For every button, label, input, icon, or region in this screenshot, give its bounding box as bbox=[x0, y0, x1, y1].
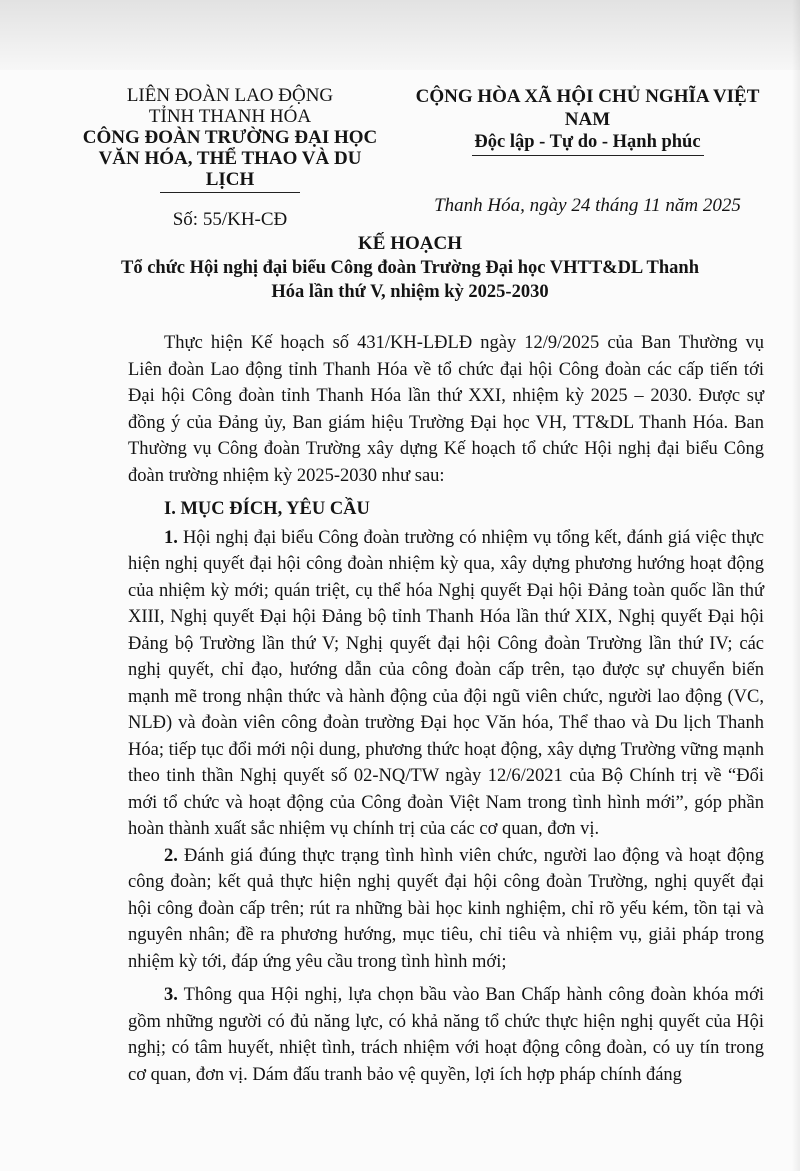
document-subject-line: Hóa lần thứ V, nhiệm kỳ 2025-2030 bbox=[271, 282, 549, 302]
numbered-paragraph bbox=[128, 982, 764, 1088]
organization-name-line: VĂN HÓA, THỂ THAO VÀ DU LỊCH bbox=[98, 148, 362, 190]
document-number: Số: 55/KH-CĐ bbox=[172, 209, 288, 230]
organization-name-line: CÔNG ĐOÀN TRƯỜNG ĐẠI HỌC bbox=[82, 127, 378, 148]
national-motto: Độc lập - Tự do - Hạnh phúc bbox=[474, 132, 701, 152]
item-number: 2. bbox=[164, 845, 178, 866]
national-header-block bbox=[395, 85, 780, 217]
document-subject-line: Tổ chức Hội nghị đại biểu Công đoàn Trường Đại học VHTT&DL Thanh bbox=[120, 258, 700, 278]
document-title-block bbox=[100, 232, 720, 304]
place-and-date: Thanh Hóa, ngày 24 tháng 11 năm 2025 bbox=[434, 195, 741, 216]
numbered-paragraph bbox=[128, 843, 764, 976]
item-number: 1. bbox=[164, 527, 178, 548]
item-text: Hội nghị đại biểu Công đoàn trường có nhiệm vụ tổng kết, đánh giá việc thực hiện nghị quyết đại hội công đoàn nhiệm kỳ qua, xây dựng phương hướng hoạt động của nhiệm kỳ mới; quán triệt, cụ thể hóa Nghị quyết Đại hội Đảng toàn quốc lần thứ XIII, Nghị quyết Đại hội Đảng bộ tỉnh Thanh Hóa lần thứ XIX, Nghị quyết Đại hội Đảng bộ Trường lần thứ V; Nghị quyết đại hội Công đoàn Trường lần thứ IV; các nghị quyết, chỉ đạo, hướng dẫn của công đoàn cấp trên, tạo được sự chuyển biến mạnh mẽ trong nhận thức và hành động của đội ngũ viên chức, người lao động (VC, NLĐ) và đoàn viên công đoàn trường Đại học Văn hóa, Thể thao và Du lịch Thanh Hóa; tiếp tục đổi mới nội dung, phương thức hoạt động, xây dựng Trường vững mạnh theo tinh thần Nghị quyết số 02-NQ/TW ngày 12/6/2021 của Bộ Chính trị về “Đổi mới tổ chức và hoạt động của Công đoàn Việt Nam trong tình hình mới”, góp phần hoàn thành xuất sắc nhiệm vụ chính trị của các cơ quan, đơn vị. bbox=[128, 527, 764, 839]
motto-underline bbox=[472, 155, 704, 156]
organization-underline bbox=[160, 192, 300, 193]
issuing-organization-block bbox=[80, 85, 380, 230]
intro-paragraph: Thực hiện Kế hoạch số 431/KH-LĐLĐ ngày 12/9/2025 của Ban Thường vụ Liên đoàn Lao động tỉnh Thanh Hóa về tổ chức đại hội Công đoàn các cấp tiến tới Đại hội Công đoàn tỉnh Thanh Hóa lần thứ XXI, nhiệm kỳ 2025 – 2030. Được sự đồng ý của Đảng ủy, Ban giám hiệu Trường Đại học VH, TT&DL Thanh Hóa. Ban Thường vụ Công đoàn Trường xây dựng Kế hoạch tổ chức Hội nghị đại biểu Công đoàn trường nhiệm kỳ 2025-2030 như sau: bbox=[128, 333, 764, 486]
numbered-paragraph bbox=[128, 525, 764, 843]
national-title: CỘNG HÒA XÃ HỘI CHỦ NGHĨA VIỆT NAM bbox=[415, 86, 760, 130]
parent-organization-province: TỈNH THANH HÓA bbox=[148, 106, 312, 127]
section-heading: I. MỤC ĐÍCH, YÊU CẦU bbox=[164, 499, 370, 519]
item-text: Đánh giá đúng thực trạng tình hình viên chức, người lao động và hoạt động công đoàn; kết quả thực hiện nghị quyết đại hội công đoàn Trường, nghị quyết đại hội công đoàn cấp trên; rút ra những bài học kinh nghiệm, chỉ rõ yếu kém, tồn tại và nguyên nhân; đề ra phương hướng, mục tiêu, chỉ tiêu và nhiệm vụ, giải pháp trong nhiệm kỳ tới, đáp ứng yêu cầu trong tình hình mới; bbox=[128, 845, 764, 972]
document-body bbox=[128, 330, 764, 1095]
page-edge-shadow bbox=[792, 0, 800, 1171]
document-type-title: KẾ HOẠCH bbox=[358, 233, 462, 254]
item-number: 3. bbox=[164, 985, 178, 1005]
parent-organization-line: LIÊN ĐOÀN LAO ĐỘNG bbox=[126, 85, 334, 106]
item-text: Thông qua Hội nghị, lựa chọn bầu vào Ban Chấp hành công đoàn khóa mới gồm những người có đủ năng lực, có khả năng tổ chức thực hiện nghị quyết của Hội nghị; có tâm huyết, nhiệt tình, trách nhiệm với hoạt động công đoàn, có uy tín trong cơ quan, đơn vị. Dám đấu tranh bảo vệ quyền, lợi ích hợp pháp chính đáng bbox=[128, 985, 764, 1085]
